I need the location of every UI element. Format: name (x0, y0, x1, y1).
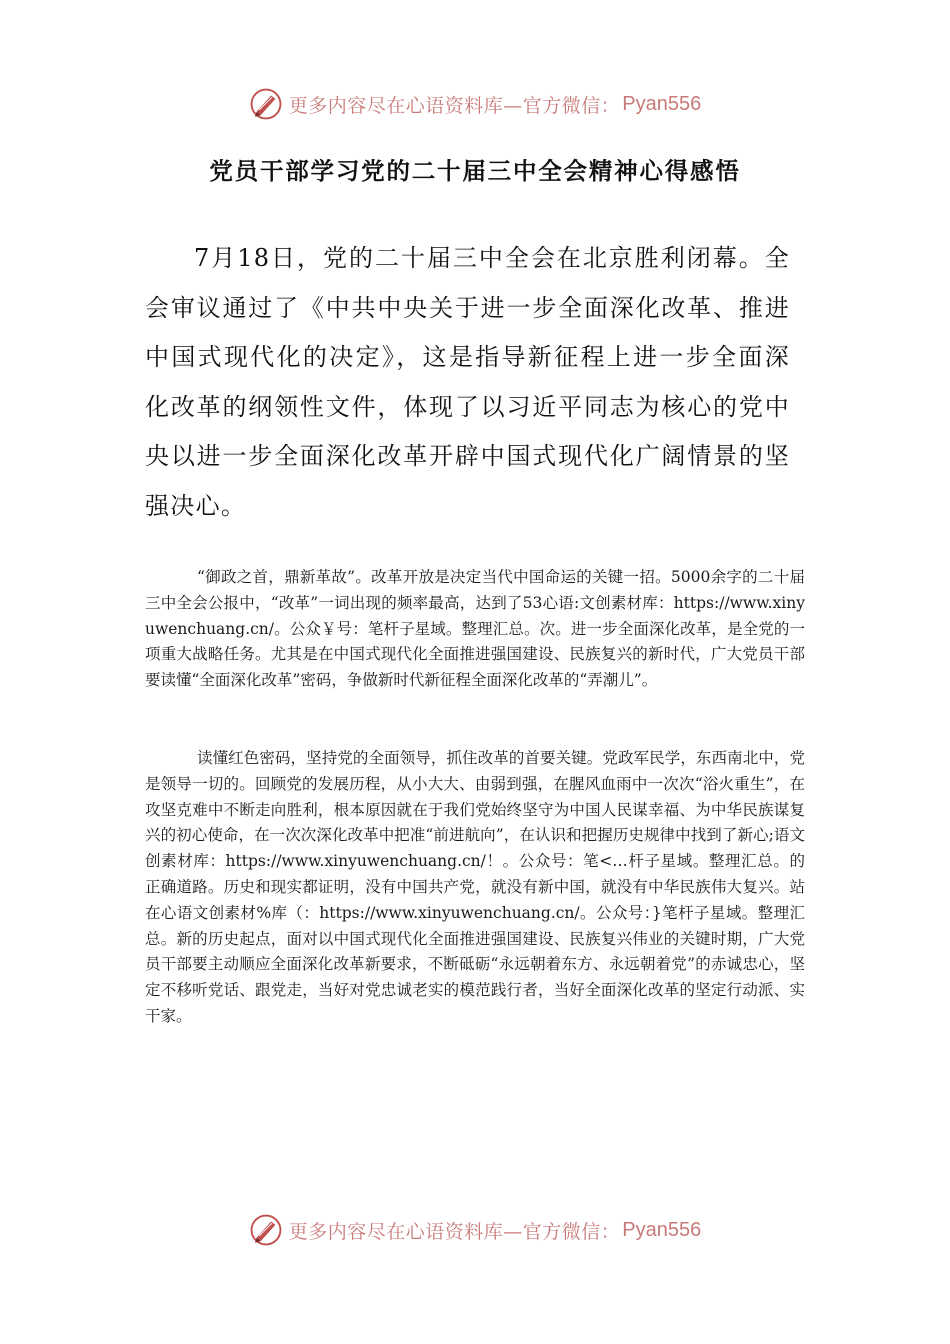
banner-wechat-id: Pyan556 (622, 1218, 702, 1241)
body-paragraph-1: “御政之首，鼎新革故”。改革开放是决定当代中国命运的关键一招。5000余字的二十届三中全会公报中，“改革”一词出现的频率最高，达到了53心语:文创素材库：https://www.xinyuwenchuang.cn/。公众￥号：笔杆子星域。整理汇总。次。进一步全面深化改革，是全党的一项重大战略任务。尤其是在中国式现代化全面推进强国建设、民族复兴的新时代，广大党员干部要读懂“全面深化改革”密码，争做新时代新征程全面深化改革的“弄潮儿”。 (145, 568, 805, 690)
header-watermark-banner (0, 82, 950, 126)
banner-wechat-id: Pyan556 (622, 92, 702, 115)
banner-text: 更多内容尽在心语资料库—官方微信： (288, 94, 621, 117)
banner-text: 更多内容尽在心语资料库—官方微信： (288, 1220, 621, 1243)
footer-watermark-banner (0, 1208, 950, 1252)
pen-logo-icon (249, 1213, 283, 1247)
body-paragraph-2: 读懂红色密码，坚持党的全面领导，抓住改革的首要关键。党政军民学，东西南北中，党是领导一切的。回顾党的发展历程，从小大大、由弱到强，在腥风血雨中一次次“浴火重生”，在攻坚克难中不断走向胜利，根本原因就在于我们党始终坚守为中国人民谋幸福、为中华民族谋复兴的初心使命，在一次次深化改革中把准“前进航向”，在认识和把握历史规律中找到了新心;语文创素材库：https://www.xinyuwenchuang.cn/！。公众号：笔<…杆子星域。整理汇总。的正确道路。历史和现实都证明，没有中国共产党，就没有新中国，就没有中华民族伟大复兴。站在心语文创素材%库（：https://www.xinyuwenchuang.cn/。公众号：}笔杆子星域。整理汇总。新的历史起点，面对以中国式现代化全面推进强国建设、民族复兴伟业的关键时期，广大党员干部要主动顺应全面深化改革新要求，不断砥砺“永远朝着东方、永远朝着党”的赤诚忠心，坚定不移听党话、跟党走，当好对党忠诚老实的模范践行者，当好全面深化改革的坚定行动派、实干家。 (145, 749, 805, 1025)
document-title: 党员干部学习党的二十届三中全会精神心得感悟 (209, 157, 741, 185)
lead-paragraph: 7月18日，党的二十届三中全会在北京胜利闭幕。全会审议通过了《中共中央关于进一步全面深化改革、推进中国式现代化的决定》，这是指导新征程上进一步全面深化改革的纲领性文件，体现了以习近平同志为核心的党中央以进一步全面深化改革开辟中国式现代化广阔情景的坚强决心。 (145, 244, 790, 520)
pen-logo-icon (249, 87, 283, 121)
